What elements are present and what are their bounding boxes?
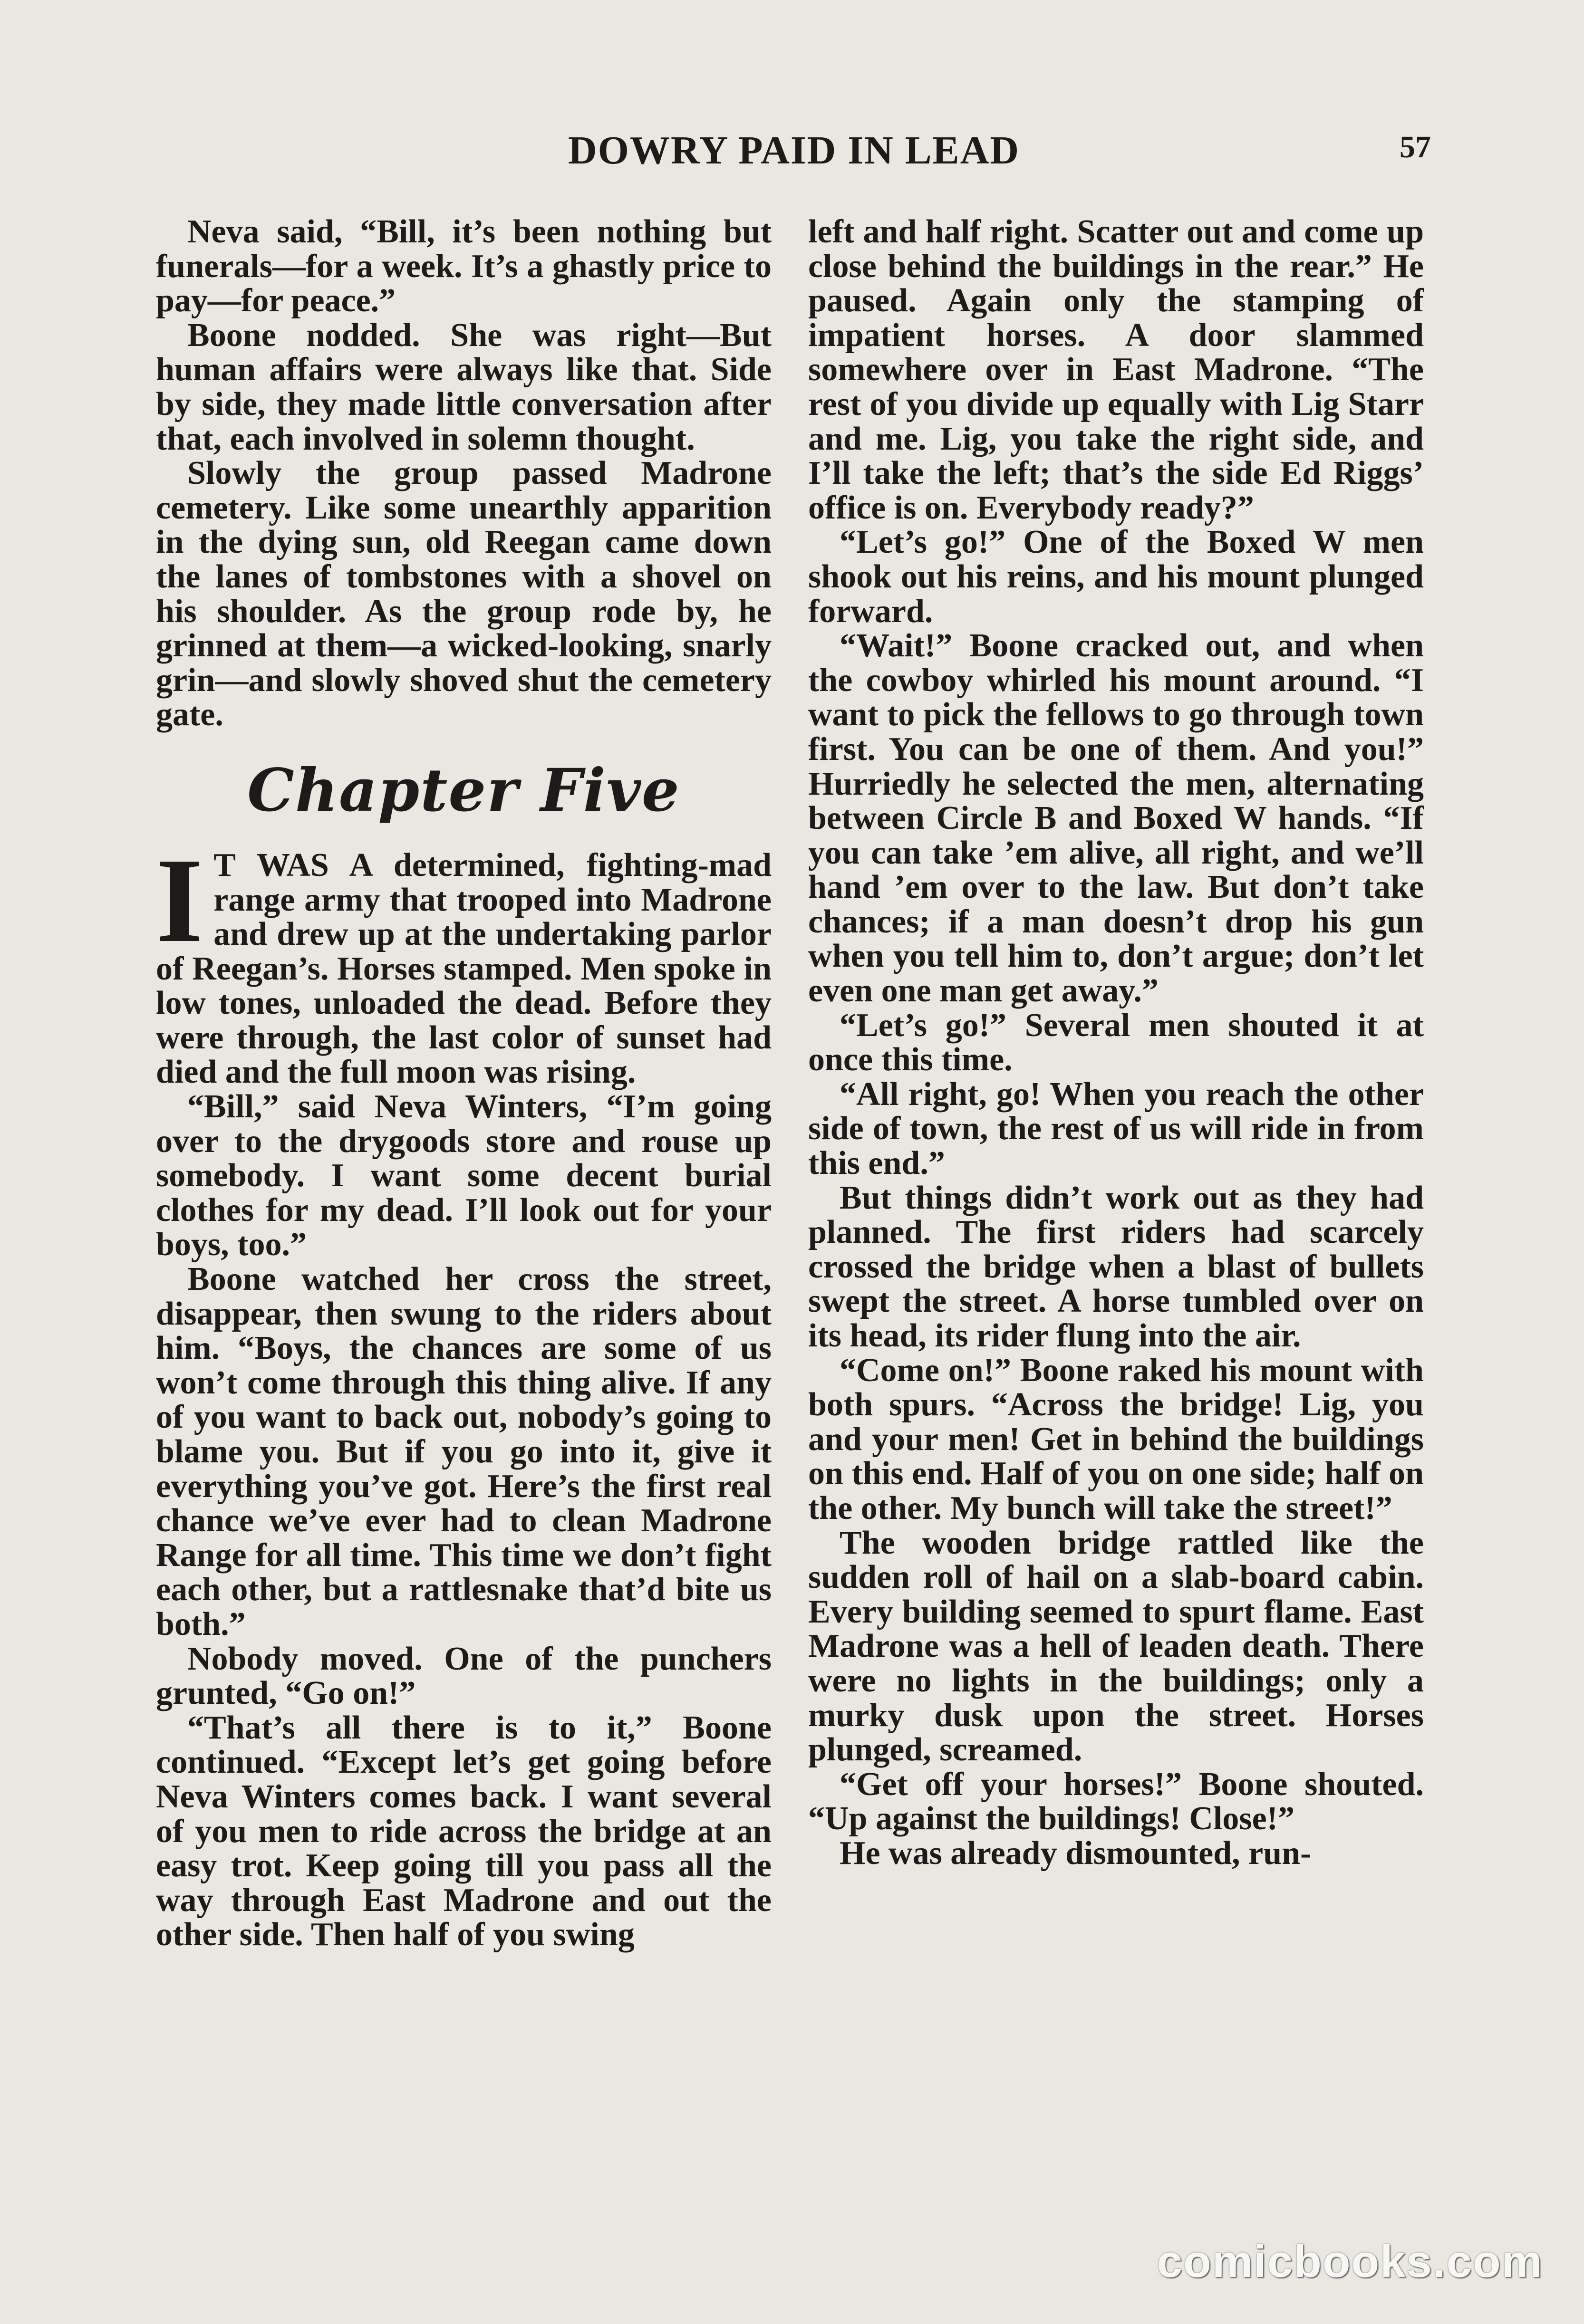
chapter-heading: Chapter Five xyxy=(247,756,680,825)
left-column xyxy=(156,215,772,1952)
paragraph: Slowly the group passed Madrone cemetery. Like some unearthly apparition in the dying sun, old Reegan came down the lanes of tombstones with a shovel on his shoulder. As the group rode by, he grinned at them—a wicked-looking, snarly grin—and slowly shoved shut the cemetery gate. xyxy=(156,455,772,733)
right-column xyxy=(808,215,1424,1871)
drop-cap: I xyxy=(156,833,203,968)
paragraph: The wooden bridge rattled like the sudden roll of hail on a slab-board cabin. Every building seemed to spurt flame. East Madrone was a hell of leaden death. There were no lights in the buildings; only a murky dusk upon the street. Horses plunged, screamed. xyxy=(808,1524,1424,1768)
paragraph: Boone nodded. She was right—But human affairs were always like that. Side by side, they made little conversation after that, each involved in solemn thought. xyxy=(156,317,772,457)
paragraph: “Let’s go!” Several men shouted it at once this time. xyxy=(808,1007,1424,1078)
paragraph: “Get off your horses!” Boone shouted. “Up against the buildings! Close!” xyxy=(808,1766,1424,1837)
site-watermark: comicbooks.com xyxy=(1157,2236,1543,2287)
story-title: DOWRY PAID IN LEAD xyxy=(568,128,1020,173)
paragraph: “Wait!” Boone cracked out, and when the cowboy whirled his mount around. “I want to pick the fellows to go through town first. You can be one of them. And you!” Hurriedly he selected the men, alternating between Circle B and Boxed W hands. “If you can take ’em alive, all right, and we’ll hand ’em over to the law. But don’t take chances; if a man doesn’t drop his gun when you tell him to, don’t argue; don’t let even one man get away.” xyxy=(808,627,1424,1009)
running-header xyxy=(157,127,1431,180)
paragraph: “Bill,” said Neva Winters, “I’m going over to the drygoods store and rouse up somebody. I want some decent burial clothes for my dead. I’ll look out for your boys, too.” xyxy=(156,1088,772,1263)
paragraph: But things didn’t work out as they had planned. The first riders had scarcely crossed the bridge when a blast of bullets swept the street. A horse tumbled over on its head, its rider flung into the air. xyxy=(808,1179,1424,1354)
paragraph: “That’s all there is to it,” Boone continued. “Except let’s get going before Neva Winters comes back. I want several of you men to ride across the bridge at an easy trot. Keep going till you pass all the way through East Madrone and out the other side. Then half of you swing xyxy=(156,1709,772,1953)
paragraph: He was already dismounted, run- xyxy=(840,1834,1312,1872)
paragraph: “Come on!” Boone raked his mount with both spurs. “Across the bridge! Lig, you and your men! Get in behind the buildings on this end. Half of you on one side; half on the other. My bunch will take the street!” xyxy=(808,1352,1424,1527)
paragraph: “Let’s go!” One of the Boxed W men shook out his reins, and his mount plunged forward. xyxy=(808,524,1424,630)
paragraph: Neva said, “Bill, it’s been nothing but funerals—for a week. It’s a ghastly price to pay—for peace.” xyxy=(156,213,772,319)
paragraph: Nobody moved. One of the punchers grunted, “Go on!” xyxy=(156,1640,772,1712)
paragraph: “All right, go! When you reach the other side of town, the rest of us will ride in from this end.” xyxy=(808,1076,1424,1182)
continued-paragraph: left and half right. Scatter out and come up close behind the buildings in the rear.” He paused. Again only the stamping of impatient horses. A door slammed somewhere over in East Madrone. “The rest of you divide up equally with Lig Starr and me. Lig, you take the right side, and I’ll take the left; that’s the side Ed Riggs’ office is on. Everybody ready?” xyxy=(808,213,1424,526)
page-number: 57 xyxy=(1400,130,1431,164)
paragraph: Boone watched her cross the street, disappear, then swung to the riders about him. “Boys, the chances are some of us won’t come through this thing alive. If any of you want to back out, nobody’s going to blame you. But if you go into it, give it everything you’ve got. Here’s the first real chance we’ve ever had to clean Madrone Range for all time. This time we don’t fight each other, but a rattlesnake that’d bite us both.” xyxy=(156,1261,772,1642)
chapter-opening-paragraph: T WAS A determined, fighting-mad range army that trooped into Madrone and drew up at the undertaking parlor of Reegan’s. Horses stamped. Men spoke in low tones, unloaded the dead. Before they were through, the last color of sunset had died and the full moon was rising. xyxy=(156,846,772,1091)
